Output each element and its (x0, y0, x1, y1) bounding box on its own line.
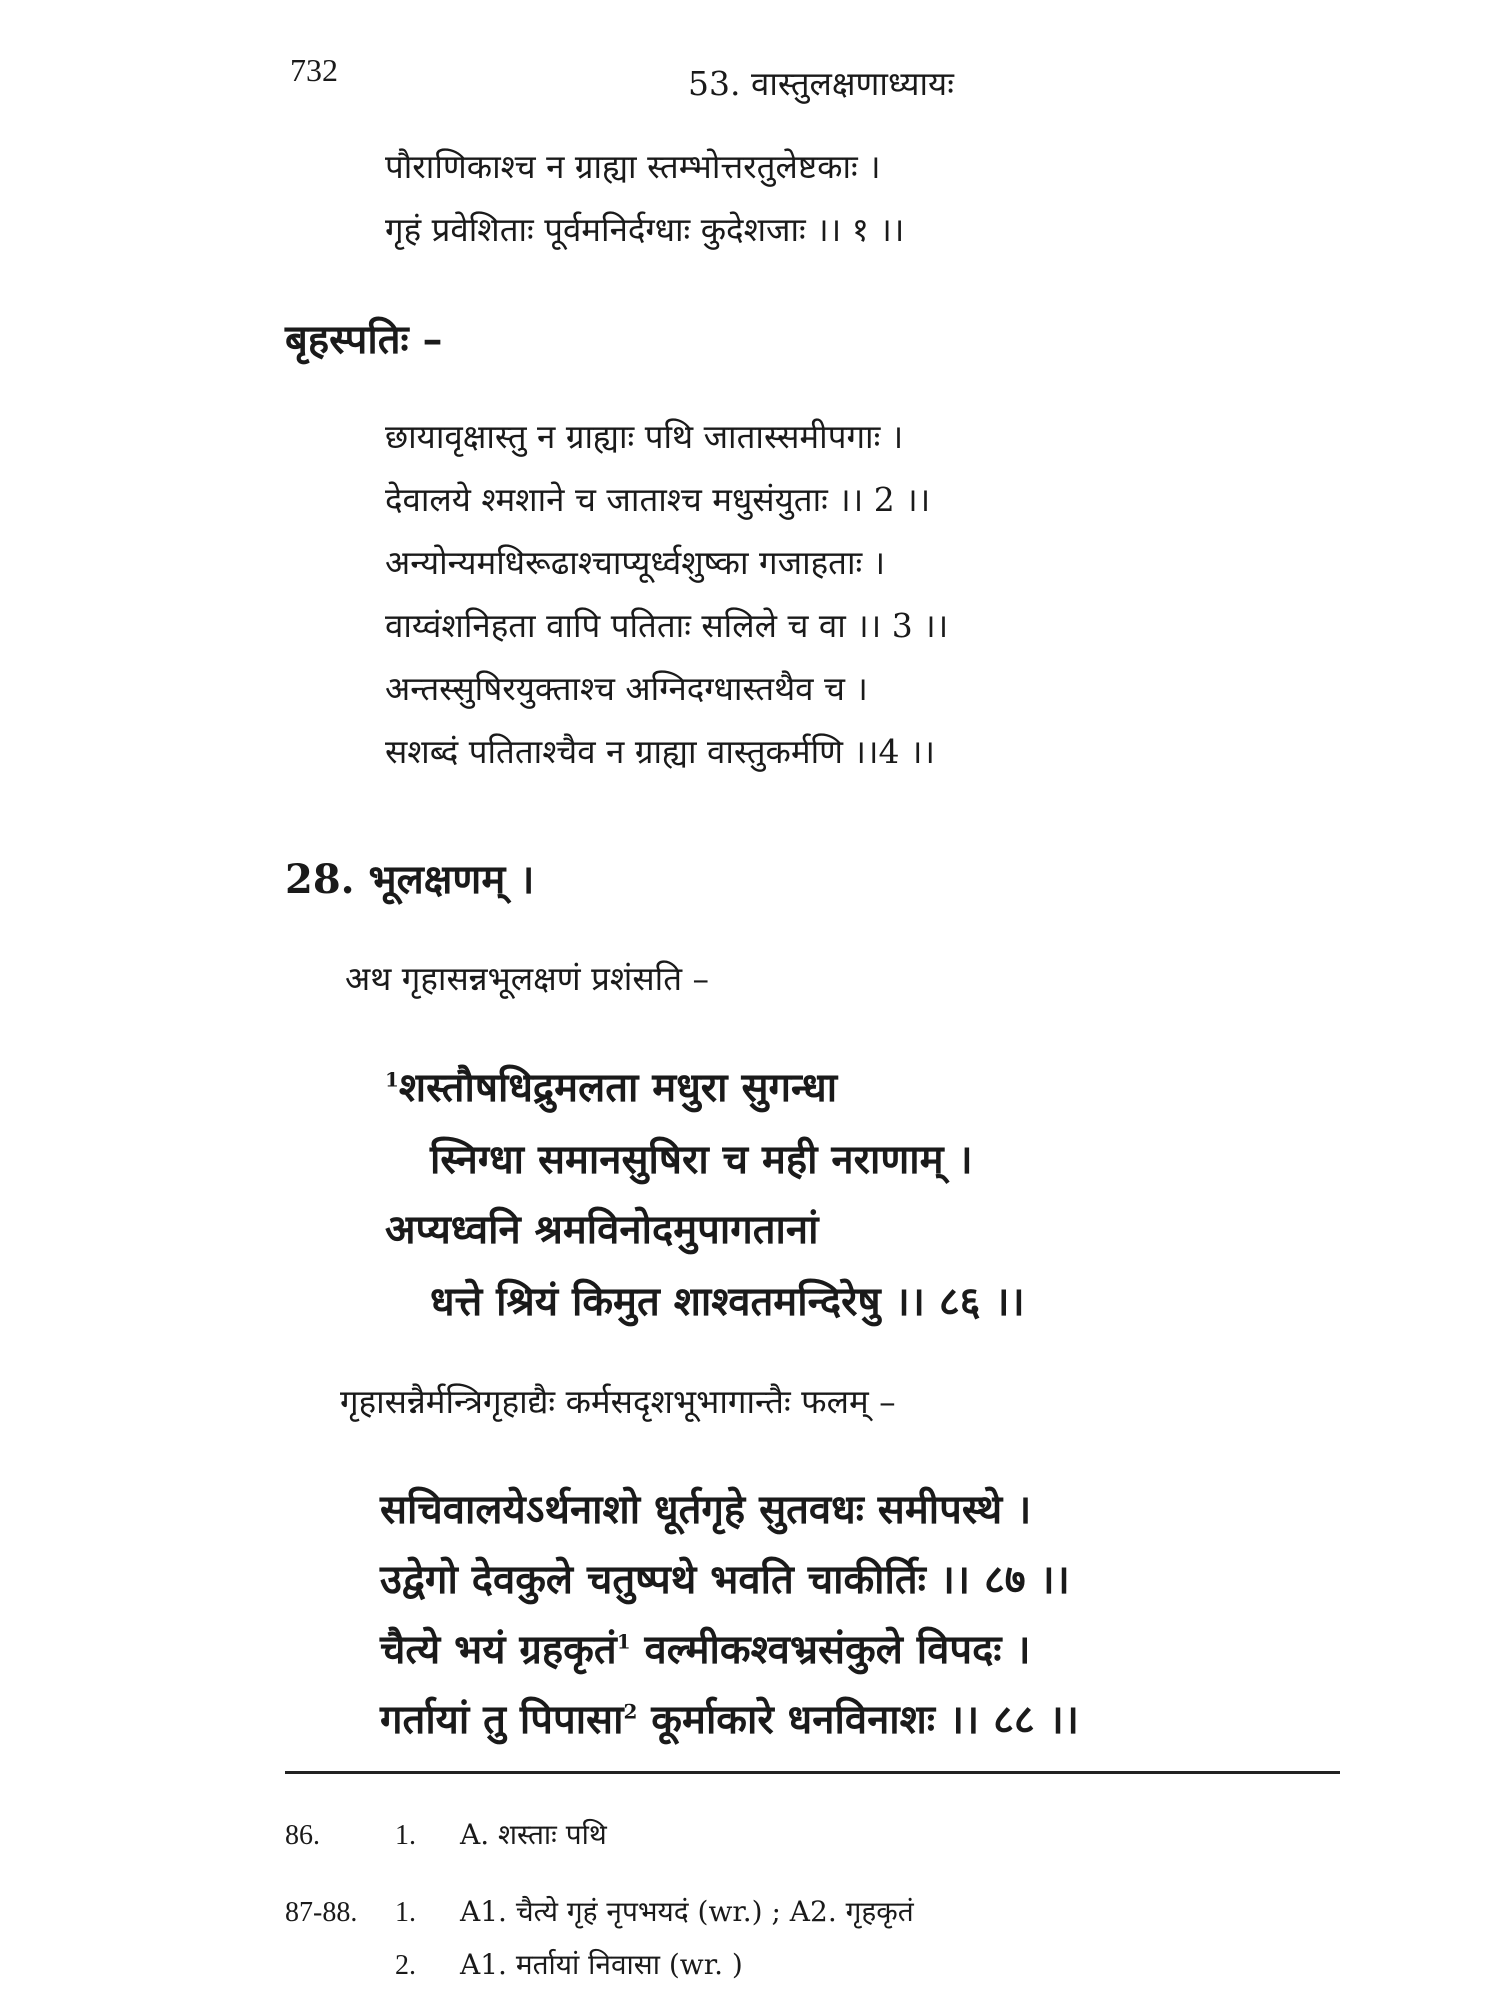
verse-line (385, 1058, 837, 1113)
verse-text: वल्मीकश्वभ्रसंकुले विपदः । (630, 1626, 1031, 1673)
running-title: 53. वास्तुलक्षणाध्यायः (688, 64, 954, 103)
footnote-text: A. शस्ताः पथि (460, 1818, 607, 1851)
verse-line: छायावृक्षास्तु न ग्राह्याः पथि जातास्समीपगाः । (385, 417, 904, 456)
verse-line: देवालये श्मशाने च जाताश्च मधुसंयुताः ।। 2 ।। (385, 480, 931, 519)
speaker-heading: बृहस्पतिः – (285, 316, 443, 363)
verse-line: उद्वेगो देवकुले चतुष्पथे भवति चाकीर्तिः ।। ८७ ।। (380, 1556, 1070, 1603)
footnote-divider (285, 1771, 1340, 1774)
verse-line: अन्योन्यमधिरूढाश्चाप्यूर्ध्वशुष्का गजाहताः । (385, 543, 886, 582)
verse-text: चैत्ये भयं ग्रहकृतं (380, 1626, 617, 1673)
verse-line: अप्यध्वनि श्रमविनोदमुपागतानां (385, 1206, 819, 1253)
footnote-text: A1. चैत्ये गृहं नृपभयदं (wr.) ; A2. गृहकृतं (460, 1895, 914, 1928)
section-heading: 28. भूलक्षणम् । (285, 856, 535, 903)
verse-line: सशब्दं पतिताश्चैव न ग्राह्या वास्तुकर्मणि ।।4 ।। (385, 732, 936, 771)
footnote-verse-ref: 87-88. (285, 1897, 358, 1928)
verse-text: शस्तौषधिद्रुमलता मधुरा सुगन्धा (398, 1064, 838, 1111)
footnote (285, 1895, 357, 1929)
page-number: 732 (290, 52, 338, 88)
verse-line (380, 1620, 1030, 1675)
footnote-number: 1. (395, 1820, 416, 1851)
footnote-marker: 2 (623, 1699, 638, 1724)
footnote-verse-ref: 86. (285, 1820, 320, 1851)
intro-text: गृहासन्नैर्मन्त्रिगृहाद्यैः कर्मसदृशभूभागान्तैः फलम् – (340, 1382, 896, 1421)
verse-line: पौराणिकाश्च न ग्राह्या स्तम्भोत्तरतुलेष्टकाः । (385, 147, 881, 186)
verse-text: कूर्माकारे धनविनाशः ।। ८८ ।। (637, 1696, 1079, 1743)
verse-line: सचिवालयेऽर्थनाशो धूर्तगृहे सुतवधः समीपस्थे । (380, 1486, 1032, 1533)
footnote-marker: 1 (385, 1067, 399, 1092)
intro-text: अथ गृहासन्नभूलक्षणं प्रशंसति – (345, 959, 710, 998)
footnote-number: 1. (395, 1897, 416, 1928)
verse-text: गर्तायां तु पिपासा (380, 1696, 624, 1743)
verse-line: वाय्वंशनिहता वापि पतिताः सलिले च वा ।। 3 ।। (385, 606, 949, 645)
verse-line: गृहं प्रवेशिताः पूर्वमनिर्दग्धाः कुदेशजाः ।। १ ।। (385, 210, 905, 249)
verse-line (380, 1690, 1079, 1745)
footnote (285, 1818, 320, 1852)
verse-line: अन्तस्सुषिरयुक्ताश्च अग्निदग्धास्तथैव च । (385, 669, 868, 708)
verse-line: धत्ते श्रियं किमुत शाश्वतमन्दिरेषु ।। ८६ ।। (430, 1278, 1025, 1325)
verse-line: स्निग्धा समानसुषिरा च मही नराणाम् । (430, 1136, 973, 1183)
footnote-marker: 1 (616, 1629, 631, 1654)
footnote-text: A1. मर्तायां निवासा (wr. ) (460, 1948, 743, 1981)
footnote-number: 2. (395, 1950, 416, 1981)
